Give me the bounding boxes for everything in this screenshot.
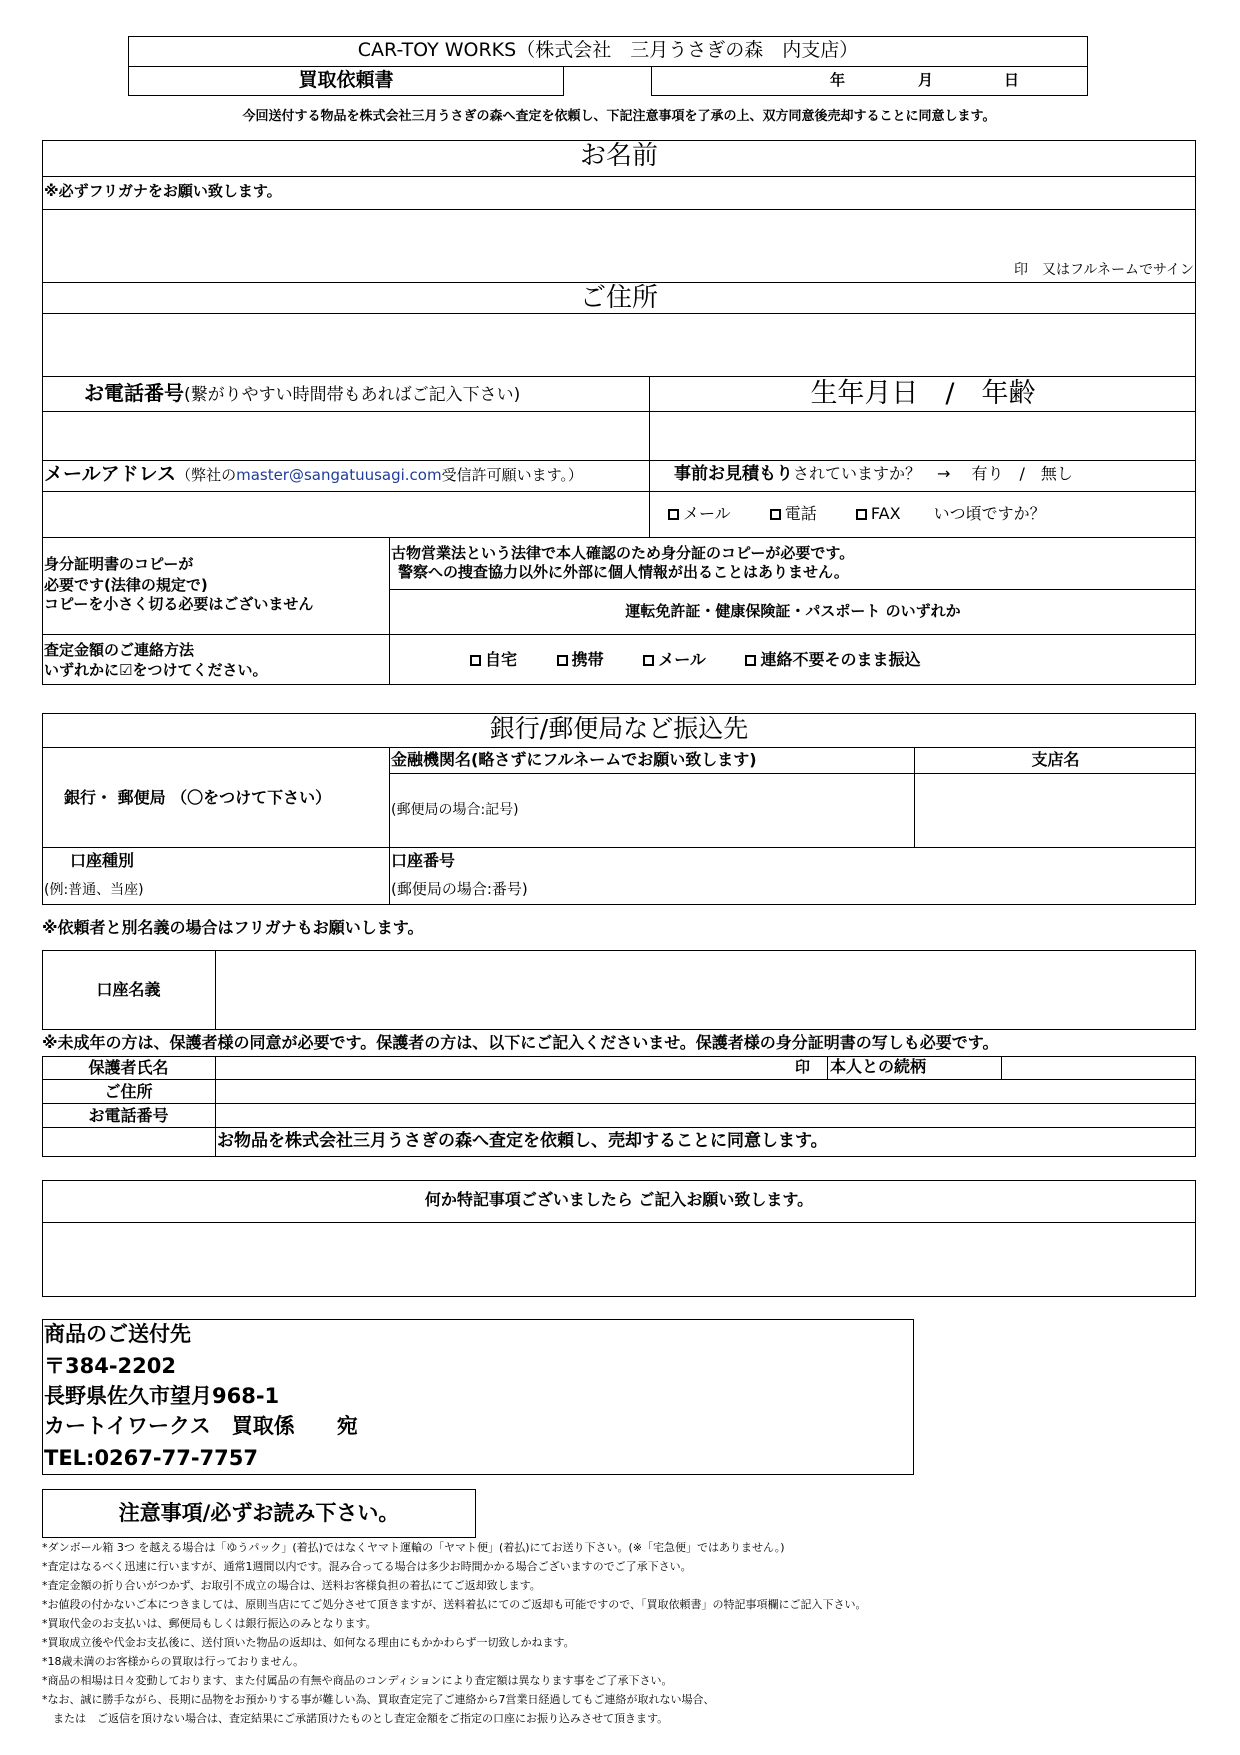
caution-item: *買取代金のお支払いは、郵便局もしくは銀行振込のみとなります。 xyxy=(42,1617,377,1630)
id-law-1: 古物営業法という法律で本人確認のため身分証のコピーが必要です。 xyxy=(391,544,855,562)
special-notes-title: 何か特記事項ございましたら ご記入お願い致します。 xyxy=(424,1190,814,1209)
date-day: 日 xyxy=(1004,71,1020,89)
post-symbol-note: (郵便局の場合:記号) xyxy=(391,802,519,818)
caution-item: *18歳未満のお客様からの買取は行っておりません。 xyxy=(42,1655,305,1668)
caution-item: *なお、誠に勝手ながら、長期に品物をお預かりする事が難しい為、買取査定完了ご連絡から7営業日経過してもご連絡が取れない場合、 xyxy=(42,1693,715,1706)
estimate-label: 事前お見積もり xyxy=(674,464,793,484)
guardian-address-input[interactable] xyxy=(216,1080,1195,1103)
institution-name-label: 金融機関名(略さずにフルネームでお願い致します) xyxy=(391,750,757,769)
guardian-relation-label: 本人との続柄 xyxy=(830,1057,927,1076)
id-docs: 運転免許証・健康保険証・パスポート のいずれか xyxy=(625,602,961,620)
guardian-seal: 印 xyxy=(795,1058,811,1076)
home-checkbox-icon[interactable] xyxy=(470,655,481,666)
date-box[interactable] xyxy=(651,66,1088,96)
guardian-phone-input[interactable] xyxy=(216,1104,1195,1127)
contact-home-option[interactable]: 自宅 xyxy=(470,650,517,669)
caution-item: *査定金額の折り合いがつかず、お取引不成立の場合は、送料お客様負担の着払にてご返却致します。 xyxy=(42,1579,541,1592)
ship-to-zip: 〒384-2202 xyxy=(44,1354,176,1378)
account-holder-input[interactable] xyxy=(216,951,1195,1029)
email-label: メールアドレス xyxy=(44,463,177,485)
consent-statement: 今回送付する物品を株式会社三月うさぎの森へ査定を依頼し、下記注意事項を了承の上、双方同意後売却することに同意します。 xyxy=(242,109,996,124)
email-note-post: 受信許可願います。） xyxy=(441,466,583,484)
caution-item: または ご返信を頂けない場合は、査定結果にご承諾頂けたものとし査定金額をご指定の口座にお振り込みさせて頂きます。 xyxy=(42,1712,669,1725)
sign-note: 印 又はフルネームでサイン xyxy=(1013,262,1194,278)
estimate-when: いつ頃ですか？ xyxy=(933,504,1046,523)
account-holder-label: 口座名義 xyxy=(96,980,161,999)
branch-input[interactable] xyxy=(915,774,1195,846)
caution-item: *買取成立後や代金お支払後に、送付頂いた物品の返却は、如何なる理由にもかかわらず一切致しかねます。 xyxy=(42,1636,575,1649)
account-number-label: 口座番号 xyxy=(391,851,456,870)
estimate-phone-option[interactable]: 電話 xyxy=(770,504,817,523)
contact-mail-option[interactable]: メール xyxy=(643,650,706,669)
account-type-label: 口座種別 xyxy=(70,851,135,870)
mail-checkbox-icon[interactable] xyxy=(668,509,679,520)
guardian-name-input[interactable] xyxy=(216,1057,796,1079)
ship-to-name: カートイワークス 買取係 宛 xyxy=(44,1414,358,1438)
contact-mail-checkbox-icon[interactable] xyxy=(643,655,654,666)
id-label-2: 必要です(法律の規定で) xyxy=(44,576,208,594)
contact-none-option[interactable]: 連絡不要そのまま振込 xyxy=(745,650,920,669)
email-note-pre: （弊社の xyxy=(176,466,237,484)
guardian-address-label: ご住所 xyxy=(104,1082,153,1101)
mobile-checkbox-icon[interactable] xyxy=(557,655,568,666)
phone-input[interactable] xyxy=(43,412,648,459)
bank-title: 銀行/郵便局など振込先 xyxy=(489,714,749,743)
doc-title: 買取依頼書 xyxy=(298,69,394,91)
phone-label-row xyxy=(84,383,520,404)
ship-to-address: 長野県佐久市望月968-1 xyxy=(44,1384,280,1408)
guardian-name-label: 保護者氏名 xyxy=(88,1058,169,1077)
estimate-row xyxy=(674,466,1073,483)
account-type-example: (例:普通、当座) xyxy=(44,882,144,898)
estimate-options xyxy=(668,506,1046,522)
phone-note: (繋がりやすい時間帯もあればご記入下さい) xyxy=(184,385,521,405)
caution-item: *査定はなるべく迅速に行いますが、通常1週間以内です。混み合ってる場合は多少お時間かかる場合ございますのでご了承下さい。 xyxy=(42,1560,692,1573)
caution-item: *ダンボール箱 3つ を越える場合は「ゆうパック」(着払)ではなくヤマト運輸の「ヤマト便」(着払)にてお送り下さい。(※「宅急便」ではありません。) xyxy=(42,1541,785,1554)
birth-age-label: 生年月日 / 年齢 xyxy=(810,378,1036,409)
company-email: master@sangatuusagi.com xyxy=(236,466,442,484)
phone-checkbox-icon[interactable] xyxy=(770,509,781,520)
date-month: 月 xyxy=(918,71,934,89)
fax-checkbox-icon[interactable] xyxy=(856,509,867,520)
id-label-1: 身分証明書のコピーが xyxy=(44,555,194,573)
caution-item: *お値段の付かないご本につきましては、原則当店にてご処分させて頂きますが、送料着払にてのご返却も可能ですので、「買取依頼書」の特記事項欄にご記入下さい。 xyxy=(42,1598,867,1611)
company-name: CAR-TOY WORKS（株式会社 三月うさぎの森 内支店） xyxy=(357,39,859,61)
caution-title: 注意事項/必ずお読み下さい。 xyxy=(118,1501,400,1525)
estimate-fax-option[interactable]: FAX xyxy=(856,504,901,523)
id-law-2: 警察への捜査協力以外に外部に個人情報が出ることはありません。 xyxy=(398,563,849,581)
special-notes-input[interactable] xyxy=(43,1223,1195,1296)
guardian-relation-input[interactable] xyxy=(1002,1057,1195,1079)
contact-options xyxy=(470,652,920,668)
id-label-3: コピーを小さく切る必要はございません xyxy=(44,595,314,613)
address-input[interactable] xyxy=(43,314,1195,375)
bank-post-label: 銀行・ 郵便局 （〇をつけて下さい） xyxy=(64,788,332,807)
furigana-note: ※必ずフリガナをお願い致します。 xyxy=(44,182,282,200)
branch-label: 支店名 xyxy=(1031,750,1080,769)
guardian-note: ※未成年の方は、保護者様の同意が必要です。保護者の方は、以下にご記入くださいませ。保護者様の身分証明書の写しも必要です。 xyxy=(42,1033,999,1052)
post-number-note: (郵便局の場合:番号) xyxy=(391,880,528,898)
ship-to-title: 商品のご送付先 xyxy=(44,1322,191,1346)
guardian-phone-label: お電話番号 xyxy=(88,1106,169,1125)
email-label-row xyxy=(44,465,583,484)
guardian-consent: お物品を株式会社三月うさぎの森へ査定を依頼し、売却することに同意します。 xyxy=(217,1131,828,1151)
no-contact-checkbox-icon[interactable] xyxy=(745,655,756,666)
contact-label-1: 査定金額のご連絡方法 xyxy=(44,641,195,659)
date-year: 年 xyxy=(830,71,846,89)
contact-label-2: いずれかに☑をつけてください。 xyxy=(44,661,268,679)
different-name-note: ※依頼者と別名義の場合はフリガナもお願いします。 xyxy=(42,918,424,937)
address-title: ご住所 xyxy=(579,283,658,313)
estimate-mail-option[interactable]: メール xyxy=(668,504,731,523)
email-input[interactable] xyxy=(43,492,648,536)
ship-to-tel: TEL:0267-77-7757 xyxy=(44,1446,258,1470)
name-title: お名前 xyxy=(579,141,658,171)
caution-list xyxy=(42,1538,1192,1728)
phone-label: お電話番号 xyxy=(84,381,184,405)
estimate-question: されていますか？ → 有り / 無し xyxy=(793,464,1073,483)
caution-item: *商品の相場は日々変動しております、また付属品の有無や商品のコンディションにより査定額は異なります事をご了承下さい。 xyxy=(42,1674,673,1687)
contact-mobile-option[interactable]: 携帯 xyxy=(557,650,604,669)
birth-age-input[interactable] xyxy=(650,412,1195,459)
